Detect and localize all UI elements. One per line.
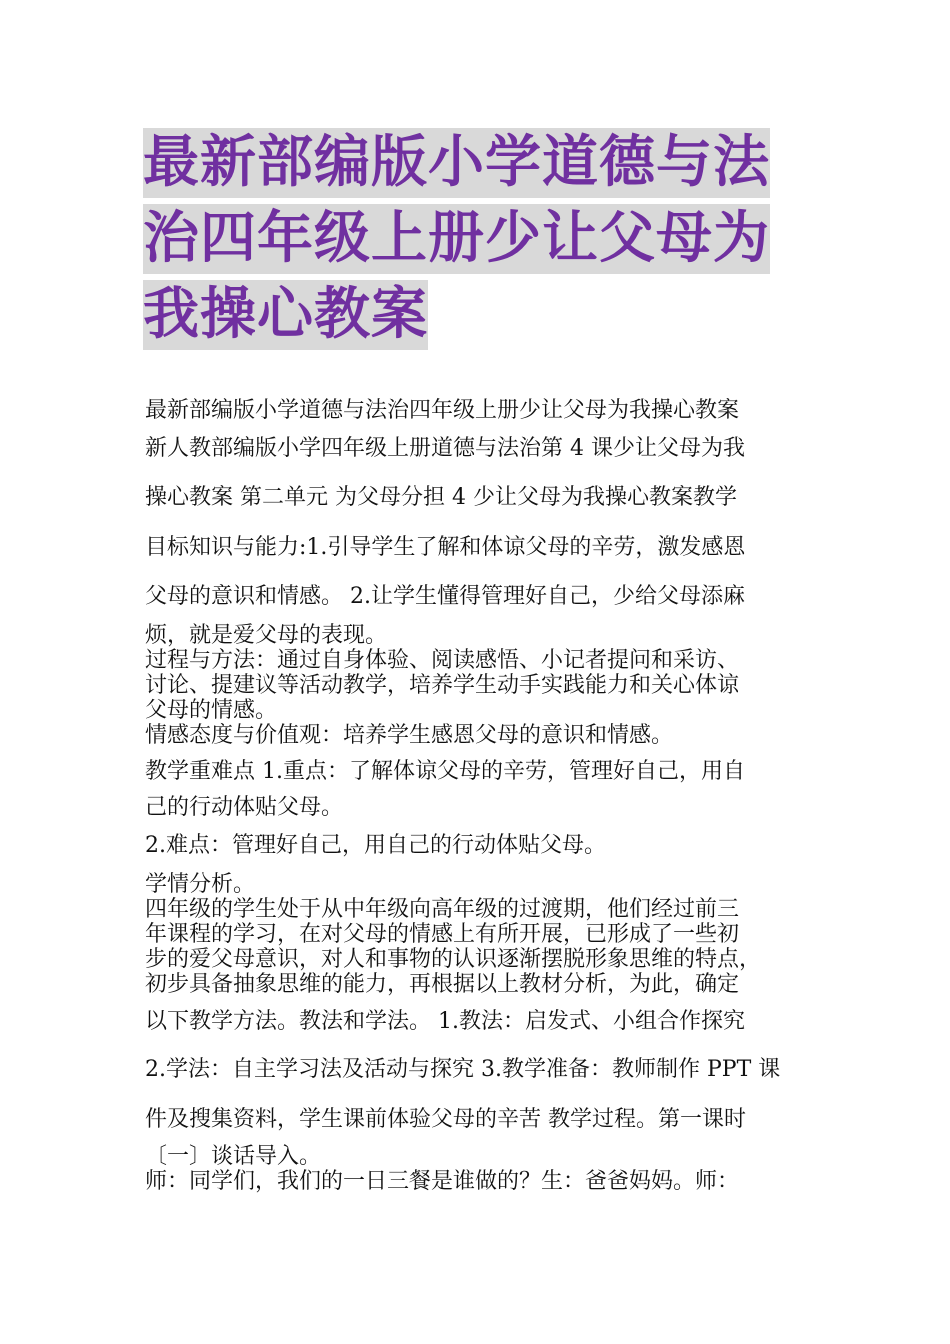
body-line-13: 2.难点：管理好自己，用自己的行动体贴父母。	[145, 833, 606, 858]
body-line-10: 情感态度与价值观：培养学生感恩父母的意识和情感。	[145, 723, 674, 748]
body-line-22: 〔一〕谈话导入。	[145, 1144, 322, 1169]
body-line-6: 烦，就是爱父母的表现。	[145, 623, 388, 648]
body-line-14: 学情分析。	[145, 872, 256, 897]
title-line-2: 治四年级上册少让父母为	[143, 204, 770, 274]
title-line-3: 我操心教案	[143, 280, 428, 350]
body-line-16: 年课程的学习，在对父母的情感上有所开展，已形成了一些初	[145, 922, 740, 947]
body-line-5: 父母的意识和情感。 2.让学生懂得管理好自己，少给父母添麻	[145, 584, 745, 609]
body-line-1: 最新部编版小学道德与法治四年级上册少让父母为我操心教案	[145, 398, 740, 423]
body-line-12: 己的行动体贴父母。	[145, 795, 344, 820]
body-line-17: 步的爱父母意识，对人和事物的认识逐渐摆脱形象思维的特点，	[145, 947, 762, 972]
body-line-3: 操心教案 第二单元 为父母分担 4 少让父母为我操心教案教学	[145, 485, 737, 510]
body-line-4: 目标知识与能力:1.引导学生了解和体谅父母的辛劳，激发感恩	[145, 535, 746, 560]
body-line-2: 新人教部编版小学四年级上册道德与法治第 4 课少让父母为我	[145, 436, 745, 461]
body-line-20: 2.学法：自主学习法及活动与探究 3.教学准备：教师制作 PPT 课	[145, 1057, 781, 1082]
title-line-1: 最新部编版小学道德与法	[143, 128, 770, 198]
body-line-8: 讨论、提建议等活动教学，培养学生动手实践能力和关心体谅	[145, 673, 740, 698]
document-title	[143, 128, 823, 356]
body-line-23: 师：同学们，我们的一日三餐是谁做的？生：爸爸妈妈。师：	[145, 1169, 740, 1194]
body-line-15: 四年级的学生处于从中年级向高年级的过渡期，他们经过前三	[145, 897, 740, 922]
body-line-21: 件及搜集资料，学生课前体验父母的辛苦 教学过程。第一课时	[145, 1107, 746, 1132]
body-line-9: 父母的情感。	[145, 698, 278, 723]
body-line-7: 过程与方法：通过自身体验、阅读感悟、小记者提问和采访、	[145, 648, 740, 673]
body-line-18: 初步具备抽象思维的能力，再根据以上教材分析，为此，确定	[145, 972, 740, 997]
body-line-19: 以下教学方法。教法和学法。 1.教法：启发式、小组合作探究	[145, 1009, 745, 1034]
body-line-11: 教学重难点 1.重点：了解体谅父母的辛劳，管理好自己，用自	[145, 759, 745, 784]
